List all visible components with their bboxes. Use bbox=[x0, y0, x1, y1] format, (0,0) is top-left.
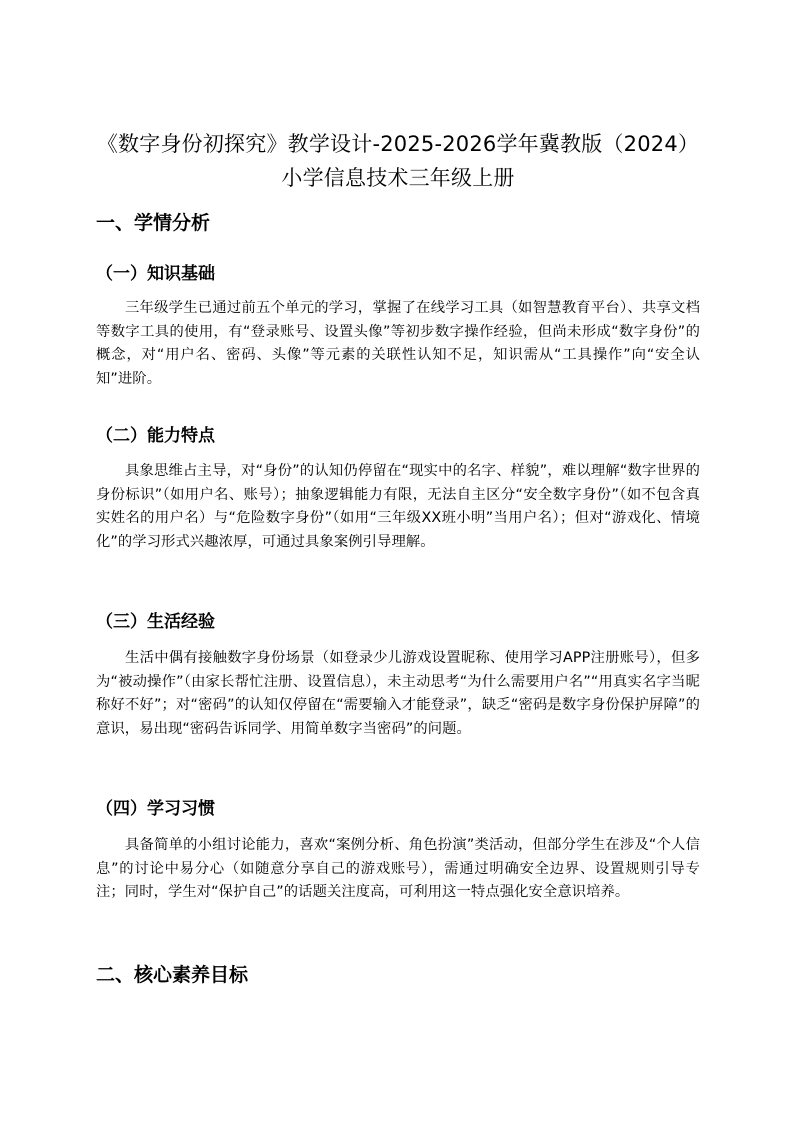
section-heading-core-competency-goals: 二、核心素养目标 bbox=[96, 964, 249, 986]
paragraph-knowledge-basis: 三年级学生已通过前五个单元的学习，掌握了在线学习工具（如智慧教育平台）、共享文档等数字工具的使用，有“登录账号、设置头像”等初步数字操作经验，但尚未形成“数字身份”的概念，对“用户名、密码、头像”等元素的关联性认知不足，知识需从“工具操作”向“安全认知”进阶。 bbox=[96, 300, 700, 388]
subsection-heading-learning-habits: （四）学习习惯 bbox=[96, 799, 215, 819]
subsection-heading-ability-traits: （二）能力特点 bbox=[96, 426, 215, 446]
paragraph-ability-traits: 具象思维占主导，对“身份”的认知仍停留在“现实中的名字、样貌”，难以理解“数字世界的身份标识”（如用户名、账号）；抽象逻辑能力有限，无法自主区分“安全数字身份”（如不包含真实姓名的用户名）与“危险数字身份”（如用“三年级XX班小明”当用户名）；但对“游戏化、情境化”的学习形式兴趣浓厚，可通过具象案例引导理解。 bbox=[96, 463, 700, 551]
section-heading-learning-analysis: 一、学情分析 bbox=[96, 212, 211, 234]
subsection-heading-life-experience: （三）生活经验 bbox=[96, 612, 215, 632]
subsection-heading-knowledge-basis: （一）知识基础 bbox=[96, 264, 215, 284]
paragraph-learning-habits: 具备简单的小组讨论能力，喜欢“案例分析、角色扮演”类活动，但部分学生在涉及“个人信息”的讨论中易分心（如随意分享自己的游戏账号），需通过明确安全边界、设置规则引导专注；同时，学生对“保护自己”的话题关注度高，可利用这一特点强化安全意识培养。 bbox=[96, 837, 700, 901]
document-title: 《数字身份初探究》教学设计-2025-2026学年冀教版（2024）小学信息技术三年级上册 bbox=[96, 132, 700, 190]
paragraph-life-experience: 生活中偶有接触数字身份场景（如登录少儿游戏设置昵称、使用学习APP注册账号），但多为“被动操作”（由家长帮忙注册、设置信息），未主动思考“为什么需要用户名”“用真实名字当昵称好不好”；对“密码”的认知仅停留在“需要输入才能登录”，缺乏“密码是数字身份保护屏障”的意识，易出现“密码告诉同学、用简单数字当密码”的问题。 bbox=[96, 650, 700, 738]
